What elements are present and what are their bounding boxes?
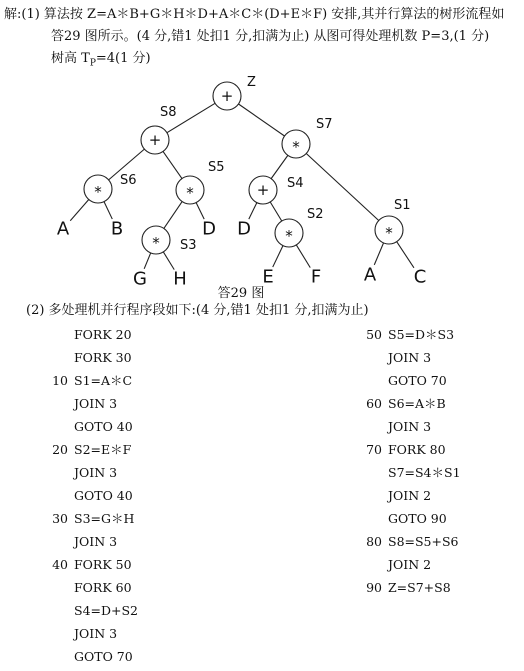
statement: S6=A＊B bbox=[388, 396, 446, 411]
line-label: 50 bbox=[366, 327, 382, 342]
leaf-s3-h: H bbox=[173, 268, 187, 290]
right-program-line bbox=[360, 438, 520, 461]
edge-s8-s5 bbox=[163, 151, 182, 178]
statement: S8=S5+S6 bbox=[388, 534, 459, 549]
intro-line-1: 解:(1) 算法按 Z=A＊B+G＊H＊D+A＊C＊(D+E＊F) 安排,其并行算法的树形流程如 bbox=[4, 7, 505, 22]
statement: JOIN 3 bbox=[74, 534, 118, 549]
statement: S7=S4＊S1 bbox=[388, 465, 461, 480]
edge-s5-s5-d bbox=[196, 203, 204, 220]
left-program-line bbox=[46, 484, 246, 507]
statement: S4=D+S2 bbox=[74, 603, 139, 618]
intro-line-2: 答29 图所示。(4 分,错1 处扣1 分,扣满为止) 从图可得处理机数 P=3,(1 分) bbox=[51, 29, 490, 44]
statement: FORK 60 bbox=[74, 580, 132, 595]
statement: GOTO 70 bbox=[388, 373, 447, 388]
leaf-s6-b: B bbox=[110, 218, 124, 240]
node-operator: * bbox=[152, 234, 160, 252]
right-program-line bbox=[360, 484, 520, 507]
section-2-title: (2) 多处理机并行程序段如下:(4 分,错1 处扣1 分,扣满为止) bbox=[26, 303, 369, 318]
left-program-line bbox=[46, 599, 246, 622]
node-s3 bbox=[142, 226, 197, 254]
node-label: S4 bbox=[287, 176, 304, 191]
figure-caption: 答29 图 bbox=[217, 286, 265, 301]
left-program-line bbox=[46, 553, 246, 576]
right-program-line bbox=[360, 461, 520, 484]
edge-s2-s2-e bbox=[273, 246, 283, 267]
left-program-line bbox=[46, 576, 246, 599]
line-label: 80 bbox=[366, 534, 382, 549]
edge-z-s7 bbox=[238, 104, 284, 136]
node-s2 bbox=[275, 207, 324, 247]
edge-s7-s4 bbox=[271, 155, 288, 178]
leaf-s5-d: D bbox=[202, 218, 216, 240]
statement: JOIN 2 bbox=[388, 557, 432, 572]
node-label: S6 bbox=[120, 173, 137, 188]
edge-s3-s3-h bbox=[163, 252, 174, 270]
statement: Z=S7+S8 bbox=[388, 580, 451, 595]
statement: FORK 50 bbox=[74, 557, 132, 572]
statement: JOIN 2 bbox=[388, 488, 432, 503]
left-program-line bbox=[46, 507, 246, 530]
statement: GOTO 40 bbox=[74, 419, 133, 434]
edge-s5-s3 bbox=[164, 202, 182, 229]
left-program-line bbox=[46, 392, 246, 415]
right-program-line bbox=[360, 553, 520, 576]
left-program-line bbox=[46, 461, 246, 484]
left-program-line bbox=[46, 622, 246, 645]
edge-s2-s2-f bbox=[296, 245, 310, 268]
node-operator: * bbox=[285, 227, 293, 245]
node-operator: + bbox=[148, 131, 162, 149]
line-label: 60 bbox=[366, 396, 382, 411]
leaf-s1-c: C bbox=[413, 266, 427, 288]
right-program-line bbox=[360, 369, 520, 392]
node-s6 bbox=[84, 173, 137, 203]
node-label: S3 bbox=[180, 238, 197, 253]
leaf-s6-a: A bbox=[56, 218, 70, 240]
line-label: 70 bbox=[366, 442, 382, 457]
node-s1 bbox=[375, 198, 411, 244]
edge-s3-s3-g bbox=[144, 253, 151, 269]
edge-s1-s1-c bbox=[397, 242, 414, 268]
leaf-s3-g: G bbox=[133, 268, 147, 290]
line-label: 40 bbox=[52, 557, 68, 572]
statement: S5=D＊S3 bbox=[388, 327, 455, 342]
node-operator: + bbox=[220, 87, 234, 105]
node-operator: * bbox=[385, 224, 393, 242]
node-label: S1 bbox=[394, 198, 411, 213]
statement: JOIN 3 bbox=[74, 626, 118, 641]
statement: JOIN 3 bbox=[388, 419, 432, 434]
edge-s4-s2 bbox=[270, 202, 282, 221]
line-label: 10 bbox=[52, 373, 68, 388]
intro-line-3 bbox=[51, 48, 151, 75]
tree-leaves bbox=[57, 219, 426, 290]
left-program-line bbox=[46, 369, 246, 392]
left-program-line bbox=[46, 346, 246, 369]
leaf-s4-d: D bbox=[237, 218, 251, 240]
edge-s6-s6-a bbox=[70, 200, 89, 221]
node-operator: + bbox=[256, 181, 270, 199]
statement: S2=E＊F bbox=[74, 442, 132, 457]
program-column-left bbox=[46, 323, 246, 668]
statement: JOIN 3 bbox=[74, 396, 118, 411]
node-label: S2 bbox=[307, 207, 324, 222]
left-program-line bbox=[46, 530, 246, 553]
node-label: S7 bbox=[316, 117, 333, 132]
left-program-line bbox=[46, 415, 246, 438]
node-z bbox=[213, 75, 256, 110]
line-label: 20 bbox=[52, 442, 68, 457]
node-s5 bbox=[176, 160, 225, 204]
right-program-line bbox=[360, 323, 520, 346]
node-operator: * bbox=[94, 183, 102, 201]
left-program-line bbox=[46, 323, 246, 346]
statement: GOTO 70 bbox=[74, 649, 133, 664]
statement: FORK 80 bbox=[388, 442, 446, 457]
leaf-s1-a: A bbox=[363, 264, 377, 286]
right-program-line bbox=[360, 507, 520, 530]
statement: FORK 20 bbox=[74, 327, 132, 342]
right-program-line bbox=[360, 392, 520, 415]
program-column-right bbox=[360, 323, 520, 599]
node-s4 bbox=[249, 176, 304, 204]
edge-s6-s6-b bbox=[104, 202, 112, 219]
right-program-line bbox=[360, 346, 520, 369]
statement: GOTO 90 bbox=[388, 511, 447, 526]
edge-s1-s1-a bbox=[374, 243, 383, 265]
right-program-line bbox=[360, 576, 520, 599]
tree-height-subscript: P bbox=[89, 58, 96, 69]
statement: JOIN 3 bbox=[388, 350, 432, 365]
left-program-line bbox=[46, 645, 246, 668]
right-program-line bbox=[360, 530, 520, 553]
node-label: Z bbox=[247, 75, 256, 90]
edge-s4-s4-d bbox=[249, 203, 257, 220]
leaf-s2-e: E bbox=[262, 266, 274, 288]
node-s7 bbox=[282, 117, 333, 158]
statement: S3=G＊H bbox=[74, 511, 135, 526]
leaf-s2-f: F bbox=[310, 266, 322, 288]
statement: GOTO 40 bbox=[74, 488, 133, 503]
left-program-line bbox=[46, 438, 246, 461]
parallel-tree-diagram bbox=[0, 72, 524, 304]
line-label: 90 bbox=[366, 580, 382, 595]
node-operator: * bbox=[186, 184, 194, 202]
tree-height-label: 树高 T bbox=[51, 51, 90, 66]
statement: S1=A＊C bbox=[74, 373, 133, 388]
statement: JOIN 3 bbox=[74, 465, 118, 480]
statement: FORK 30 bbox=[74, 350, 132, 365]
line-label: 30 bbox=[52, 511, 68, 526]
node-operator: * bbox=[292, 138, 300, 156]
node-label: S8 bbox=[160, 105, 177, 120]
node-label: S5 bbox=[208, 160, 225, 175]
tree-height-value: =4(1 分) bbox=[95, 51, 151, 66]
right-program-line bbox=[360, 415, 520, 438]
